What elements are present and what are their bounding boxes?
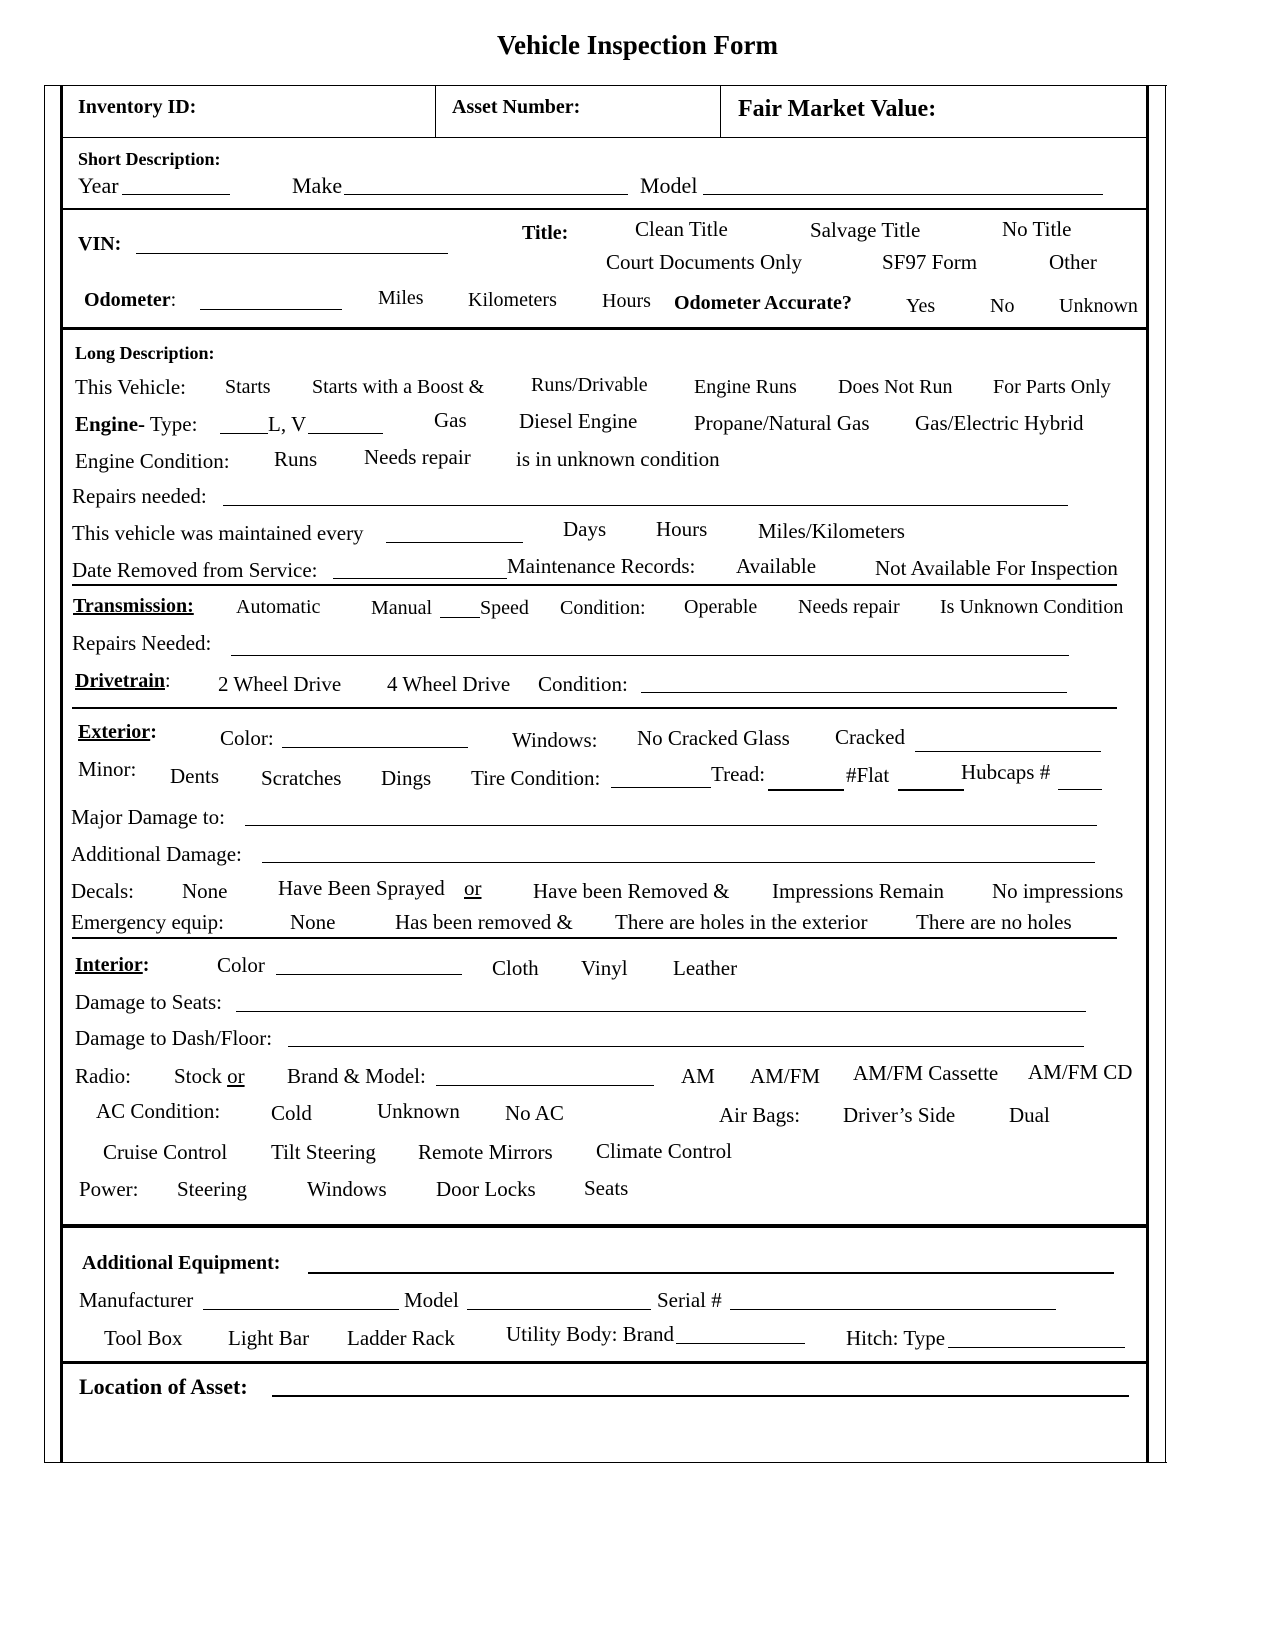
frame-right-inner (1146, 86, 1149, 1463)
hitch-type-label: Hitch: Type (846, 1326, 946, 1350)
vin-field[interactable] (136, 253, 448, 254)
transmission-condition-label: Condition: (560, 597, 646, 619)
speed-field[interactable] (440, 617, 480, 618)
brand-model-label: Brand & Model: (287, 1064, 426, 1088)
cruise-control-option[interactable]: Cruise Control (103, 1140, 228, 1164)
amfm-cassette-option[interactable]: AM/FM Cassette (853, 1061, 999, 1085)
engine-runs-condition-option[interactable]: Runs (274, 447, 318, 471)
engine-cylinders-field[interactable] (308, 433, 383, 434)
drivetrain-condition-field[interactable] (641, 692, 1067, 693)
emergency-none-option[interactable]: None (290, 910, 336, 934)
frame-bottom (44, 1462, 1167, 1463)
asset-number-label: Asset Number: (452, 96, 581, 118)
manufacturer-field[interactable] (203, 1309, 399, 1310)
dents-option[interactable]: Dents (170, 764, 219, 788)
holes-exterior-option[interactable]: There are holes in the exterior (615, 910, 868, 934)
additional-equipment-field[interactable] (308, 1272, 1114, 1274)
court-documents-option[interactable]: Court Documents Only (606, 250, 802, 274)
engine-runs-option[interactable]: Engine Runs (694, 376, 797, 398)
maint-hours-option[interactable]: Hours (656, 517, 708, 541)
manual-option[interactable]: Manual (371, 597, 433, 619)
records-not-available-option[interactable]: Not Available For Inspection (875, 556, 1118, 580)
exterior-color-field[interactable] (282, 747, 468, 748)
transmission-repairs-label: Repairs Needed: (72, 631, 212, 655)
manufacturer-label: Manufacturer (79, 1288, 194, 1312)
engine-unknown-option[interactable]: is in unknown condition (516, 447, 720, 471)
remote-mirrors-option[interactable]: Remote Mirrors (418, 1140, 553, 1164)
tool-box-option[interactable]: Tool Box (104, 1326, 183, 1350)
frame-top (44, 85, 1167, 86)
no-holes-option[interactable]: There are no holes (916, 910, 1072, 934)
equipment-model-field[interactable] (467, 1309, 651, 1310)
location-field[interactable] (272, 1395, 1129, 1397)
vin-label: VIN: (78, 233, 122, 255)
additional-equipment-heading: Additional Equipment: (82, 1252, 281, 1274)
maintained-every-field[interactable] (386, 542, 523, 543)
date-removed-field[interactable] (333, 578, 507, 579)
interior-color-label: Color (217, 953, 265, 977)
hitch-type-field[interactable] (948, 1347, 1125, 1348)
date-removed-label: Date Removed from Service: (72, 558, 318, 582)
power-windows-option[interactable]: Windows (307, 1177, 387, 1201)
odometer-field[interactable] (200, 309, 342, 310)
transmission-unknown-option[interactable]: Is Unknown Condition (940, 596, 1124, 618)
cracked-field[interactable] (915, 751, 1101, 752)
ac-unknown-option[interactable]: Unknown (377, 1099, 460, 1123)
engine-lv-label: L, V (268, 412, 307, 436)
hours-option[interactable]: Hours (602, 290, 651, 312)
serial-label: Serial # (657, 1288, 722, 1312)
form-title: Vehicle Inspection Form (497, 30, 778, 60)
year-label: Year (78, 173, 119, 198)
make-label: Make (292, 173, 343, 198)
repairs-needed-label: Repairs needed: (72, 484, 207, 508)
equipment-model-label: Model (404, 1288, 459, 1312)
header-divider-1 (435, 86, 436, 138)
transmission-repairs-field[interactable] (231, 655, 1069, 656)
major-damage-field[interactable] (245, 825, 1097, 826)
clean-title-option[interactable]: Clean Title (635, 217, 728, 241)
starts-option[interactable]: Starts (225, 376, 271, 398)
drivetrain-condition-label: Condition: (538, 672, 628, 696)
speed-label: Speed (480, 597, 529, 619)
unknown-option[interactable]: Unknown (1059, 295, 1138, 317)
decals-sprayed-option[interactable]: Have Been Sprayed (278, 876, 445, 900)
four-wheel-drive-option[interactable]: 4 Wheel Drive (387, 672, 511, 696)
hybrid-option[interactable]: Gas/Electric Hybrid (915, 411, 1084, 435)
vin-section-bottom-rule (60, 327, 1148, 330)
automatic-option[interactable]: Automatic (236, 596, 321, 618)
serial-field[interactable] (730, 1309, 1056, 1310)
cloth-option[interactable]: Cloth (492, 956, 539, 980)
this-vehicle-label: This Vehicle: (75, 375, 187, 399)
ac-cold-option[interactable]: Cold (271, 1101, 312, 1125)
miles-option[interactable]: Miles (378, 287, 424, 309)
miles-km-option[interactable]: Miles/Kilometers (758, 519, 905, 543)
no-option[interactable]: No (990, 295, 1015, 317)
no-cracked-glass-option[interactable]: No Cracked Glass (637, 726, 790, 750)
records-available-option[interactable]: Available (736, 554, 817, 578)
utility-body-label: Utility Body: Brand (506, 1322, 674, 1346)
amfm-option[interactable]: AM/FM (750, 1064, 821, 1088)
minor-label: Minor: (78, 757, 137, 781)
damage-dash-field[interactable] (288, 1046, 1084, 1047)
radio-stock-option[interactable]: Stock or (174, 1064, 245, 1088)
decals-or-label: or (464, 876, 482, 900)
odometer-label: Odometer: (84, 289, 177, 311)
interior-color-field[interactable] (276, 974, 462, 975)
light-bar-option[interactable]: Light Bar (228, 1326, 310, 1350)
additional-equipment-bottom-rule (60, 1361, 1148, 1364)
parts-only-option[interactable]: For Parts Only (993, 376, 1111, 398)
am-option[interactable]: AM (681, 1064, 715, 1088)
ladder-rack-option[interactable]: Ladder Rack (347, 1326, 455, 1350)
tire-condition-label: Tire Condition: (471, 766, 601, 790)
maintenance-records-label: Maintenance Records: (507, 554, 696, 578)
dings-option[interactable]: Dings (381, 766, 432, 790)
fair-market-value-label: Fair Market Value: (738, 96, 937, 122)
runs-drivable-option[interactable]: Runs/Drivable (531, 374, 648, 396)
ac-condition-label: AC Condition: (96, 1099, 221, 1123)
engine-needs-repair-option[interactable]: Needs repair (364, 445, 471, 469)
impressions-remain-option[interactable]: Impressions Remain (772, 879, 945, 903)
two-wheel-drive-option[interactable]: 2 Wheel Drive (218, 672, 342, 696)
exterior-color-label: Color: (220, 726, 274, 750)
major-damage-label: Major Damage to: (71, 805, 225, 829)
power-steering-option[interactable]: Steering (177, 1177, 247, 1201)
transmission-needs-repair-option[interactable]: Needs repair (798, 596, 900, 618)
days-option[interactable]: Days (563, 517, 607, 541)
vinyl-option[interactable]: Vinyl (581, 956, 628, 980)
exterior-heading: Exterior: (78, 721, 157, 743)
additional-damage-label: Additional Damage: (71, 842, 242, 866)
drivers-side-option[interactable]: Driver’s Side (843, 1103, 956, 1127)
leather-option[interactable]: Leather (673, 956, 738, 980)
engine-condition-label: Engine Condition: (75, 449, 230, 473)
dual-option[interactable]: Dual (1009, 1103, 1050, 1127)
radio-label: Radio: (75, 1064, 131, 1088)
operable-option[interactable]: Operable (684, 596, 758, 618)
amfm-cd-option[interactable]: AM/FM CD (1028, 1060, 1133, 1084)
does-not-run-option[interactable]: Does Not Run (838, 376, 953, 398)
engine-liters-field[interactable] (220, 433, 268, 434)
emergency-removed-option[interactable]: Has been removed & (395, 910, 573, 934)
frame-left-outer (44, 86, 45, 1463)
long-description-heading: Long Description: (75, 343, 215, 363)
diesel-option[interactable]: Diesel Engine (519, 409, 638, 433)
climate-control-option[interactable]: Climate Control (596, 1139, 732, 1163)
propane-option[interactable]: Propane/Natural Gas (694, 411, 870, 435)
damage-seats-field[interactable] (236, 1011, 1086, 1012)
short-description-bottom-rule (60, 208, 1148, 210)
kilometers-option[interactable]: Kilometers (468, 289, 557, 311)
location-label: Location of Asset: (79, 1374, 248, 1399)
power-seats-option[interactable]: Seats (584, 1176, 629, 1200)
tread-label: Tread: (711, 762, 766, 786)
gas-option[interactable]: Gas (434, 408, 467, 432)
decals-removed-option[interactable]: Have been Removed & (533, 879, 730, 903)
air-bags-label: Air Bags: (719, 1103, 801, 1127)
additional-damage-field[interactable] (262, 862, 1095, 863)
other-title-option[interactable]: Other (1049, 250, 1097, 274)
frame-left-inner (60, 86, 63, 1463)
decals-none-option[interactable]: None (182, 879, 228, 903)
interior-heading: Interior: (75, 954, 150, 976)
exterior-bottom-rule (72, 937, 1117, 939)
title-label: Title: (522, 222, 569, 244)
scratches-option[interactable]: Scratches (261, 766, 342, 790)
make-field[interactable] (344, 194, 628, 195)
brand-model-field[interactable] (436, 1085, 654, 1086)
maintained-every-label: This vehicle was maintained every (72, 521, 364, 545)
repairs-needed-field[interactable] (223, 505, 1068, 506)
no-title-option[interactable]: No Title (1002, 217, 1072, 241)
short-description-heading: Short Description: (78, 149, 221, 169)
damage-seats-label: Damage to Seats: (75, 990, 222, 1014)
damage-dash-label: Damage to Dash/Floor: (75, 1026, 273, 1050)
hubcaps-field[interactable] (1058, 789, 1102, 790)
tread-field[interactable] (768, 789, 844, 791)
engine-type-label: Engine- Type: (75, 412, 198, 436)
tire-condition-field[interactable] (611, 787, 711, 788)
interior-bottom-rule (60, 1224, 1148, 1228)
windows-label: Windows: (512, 728, 598, 752)
decals-label: Decals: (71, 879, 134, 903)
starts-boost-option[interactable]: Starts with a Boost & (312, 376, 485, 398)
drivetrain-heading: Drivetrain: (75, 670, 171, 692)
yes-option[interactable]: Yes (906, 295, 936, 317)
tilt-steering-option[interactable]: Tilt Steering (271, 1140, 376, 1164)
odometer-accurate-label: Odometer Accurate? (674, 292, 852, 314)
header-divider-2 (720, 86, 721, 138)
cracked-option[interactable]: Cracked (835, 725, 905, 749)
flat-label: #Flat (846, 763, 890, 787)
sf97-form-option[interactable]: SF97 Form (882, 250, 978, 274)
year-field[interactable] (122, 194, 230, 195)
inventory-id-label: Inventory ID: (78, 96, 197, 118)
no-ac-option[interactable]: No AC (505, 1101, 564, 1125)
model-field[interactable] (703, 194, 1103, 195)
hubcaps-label: Hubcaps # (961, 760, 1051, 784)
drivetrain-bottom-rule (72, 707, 1117, 709)
header-bottom-rule (60, 137, 1148, 138)
no-impressions-option[interactable]: No impressions (992, 879, 1124, 903)
salvage-title-option[interactable]: Salvage Title (810, 218, 921, 242)
power-label: Power: (79, 1177, 139, 1201)
power-door-locks-option[interactable]: Door Locks (436, 1177, 536, 1201)
long-description-bottom-rule (72, 584, 1117, 586)
utility-body-field[interactable] (676, 1343, 805, 1344)
frame-right-outer (1165, 86, 1166, 1463)
transmission-heading: Transmission: (73, 595, 194, 617)
emergency-equip-label: Emergency equip: (71, 910, 224, 934)
flat-field[interactable] (898, 789, 964, 791)
model-label: Model (640, 173, 698, 198)
